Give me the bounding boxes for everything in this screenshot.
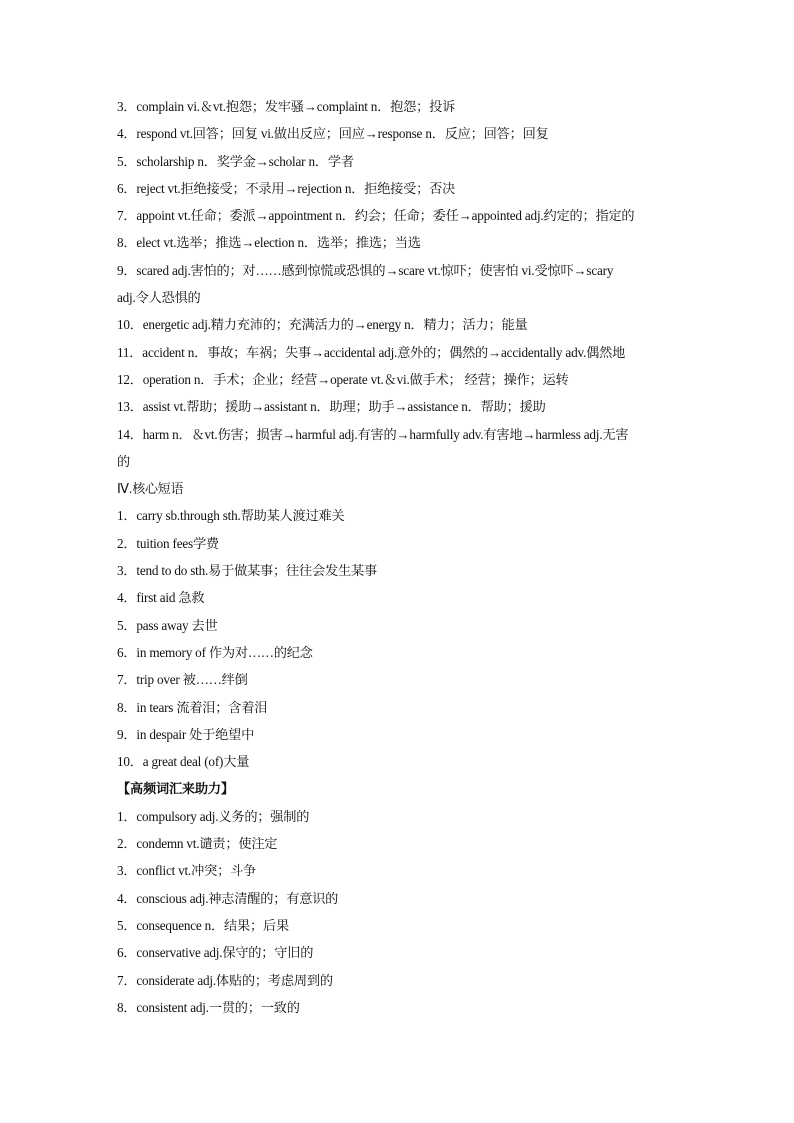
vocab-line: 8．elect vt.选举；推选→election n．选举；推选；当选: [117, 235, 421, 251]
vocab-line: 5．scholarship n．奖学金→scholar n．学者: [117, 153, 354, 169]
vocab-line: adj.令人恐惧的: [117, 290, 201, 306]
vocab-line: 10．energetic adj.精力充沛的；充满活力的→energy n．精力；活力；能量: [117, 317, 528, 333]
highfreq-heading: 【高频词汇来助力】: [117, 781, 234, 797]
vocab-list: [117, 93, 682, 475]
highfreq-item: 7．considerate adj.体贴的；考虑周到的: [117, 972, 333, 988]
highfreq-list: [117, 803, 682, 1021]
phrases-list: [117, 502, 682, 775]
phrase-item: 4．first aid 急救: [117, 590, 205, 606]
highfreq-item: 6．conservative adj.保守的；守旧的: [117, 945, 314, 961]
phrase-item: 5．pass away 去世: [117, 617, 218, 633]
phrase-item: 3．tend to do sth.易于做某事；往往会发生某事: [117, 563, 377, 579]
phrase-item: 8．in tears 流着泪；含着泪: [117, 699, 268, 715]
highfreq-item: 2．condemn vt.谴责；使注定: [117, 836, 278, 852]
phrase-item: 2．tuition fees学费: [117, 535, 219, 551]
phrase-item: 7．trip over 被……绊倒: [117, 672, 248, 688]
vocab-line: 11．accident n．事故；车祸；失事→accidental adj.意外的；偶然的→accidentally adv.偶然地: [117, 344, 626, 360]
vocab-line: 7．appoint vt.任命；委派→appointment n．约会；任命；委任→appointed adj.约定的；指定的: [117, 208, 635, 224]
vocab-line: 4．respond vt.回答；回复 vi.做出反应；回应→response n．反应；回答；回复: [117, 126, 549, 142]
vocab-line: 13．assist vt.帮助；援助→assistant n．助理；助手→assistance n．帮助；援助: [117, 399, 546, 415]
vocab-line: 6．reject vt.拒绝接受；不录用→rejection n．拒绝接受；否决: [117, 180, 456, 196]
document-content: [117, 93, 682, 1021]
highfreq-item: 5．consequence n．结果；后果: [117, 917, 289, 933]
phrase-item: 9．in despair 处于绝望中: [117, 726, 255, 742]
highfreq-item: 4．conscious adj.神志清醒的；有意识的: [117, 890, 339, 906]
phrases-heading: Ⅳ.核心短语: [117, 481, 184, 497]
phrase-item: 6．in memory of 作为对……的纪念: [117, 644, 313, 660]
highfreq-item: 1．compulsory adj.义务的；强制的: [117, 808, 310, 824]
vocab-line: 9．scared adj.害怕的；对……感到惊慌或恐惧的→scare vt.惊吓；使害怕 vi.受惊吓→scary: [117, 262, 614, 278]
highfreq-item: 8．consistent adj.一贯的；一致的: [117, 999, 300, 1015]
vocab-line: 14．harm n．＆vt.伤害；损害→harmful adj.有害的→harmfully adv.有害地→harmless adj.无害: [117, 426, 629, 442]
vocab-line: 12．operation n．手术；企业；经营→operate vt.＆vi.做手术； 经营；操作；运转: [117, 371, 569, 387]
highfreq-item: 3．conflict vt.冲突；斗争: [117, 863, 257, 879]
vocab-line: 3．complain vi.＆vt.抱怨；发牢骚→complaint n．抱怨；投诉: [117, 99, 456, 114]
vocab-line: 的: [117, 453, 130, 469]
phrase-item: 10．a great deal (of)大量: [117, 754, 250, 770]
phrase-item: 1．carry sb.through sth.帮助某人渡过难关: [117, 508, 345, 524]
